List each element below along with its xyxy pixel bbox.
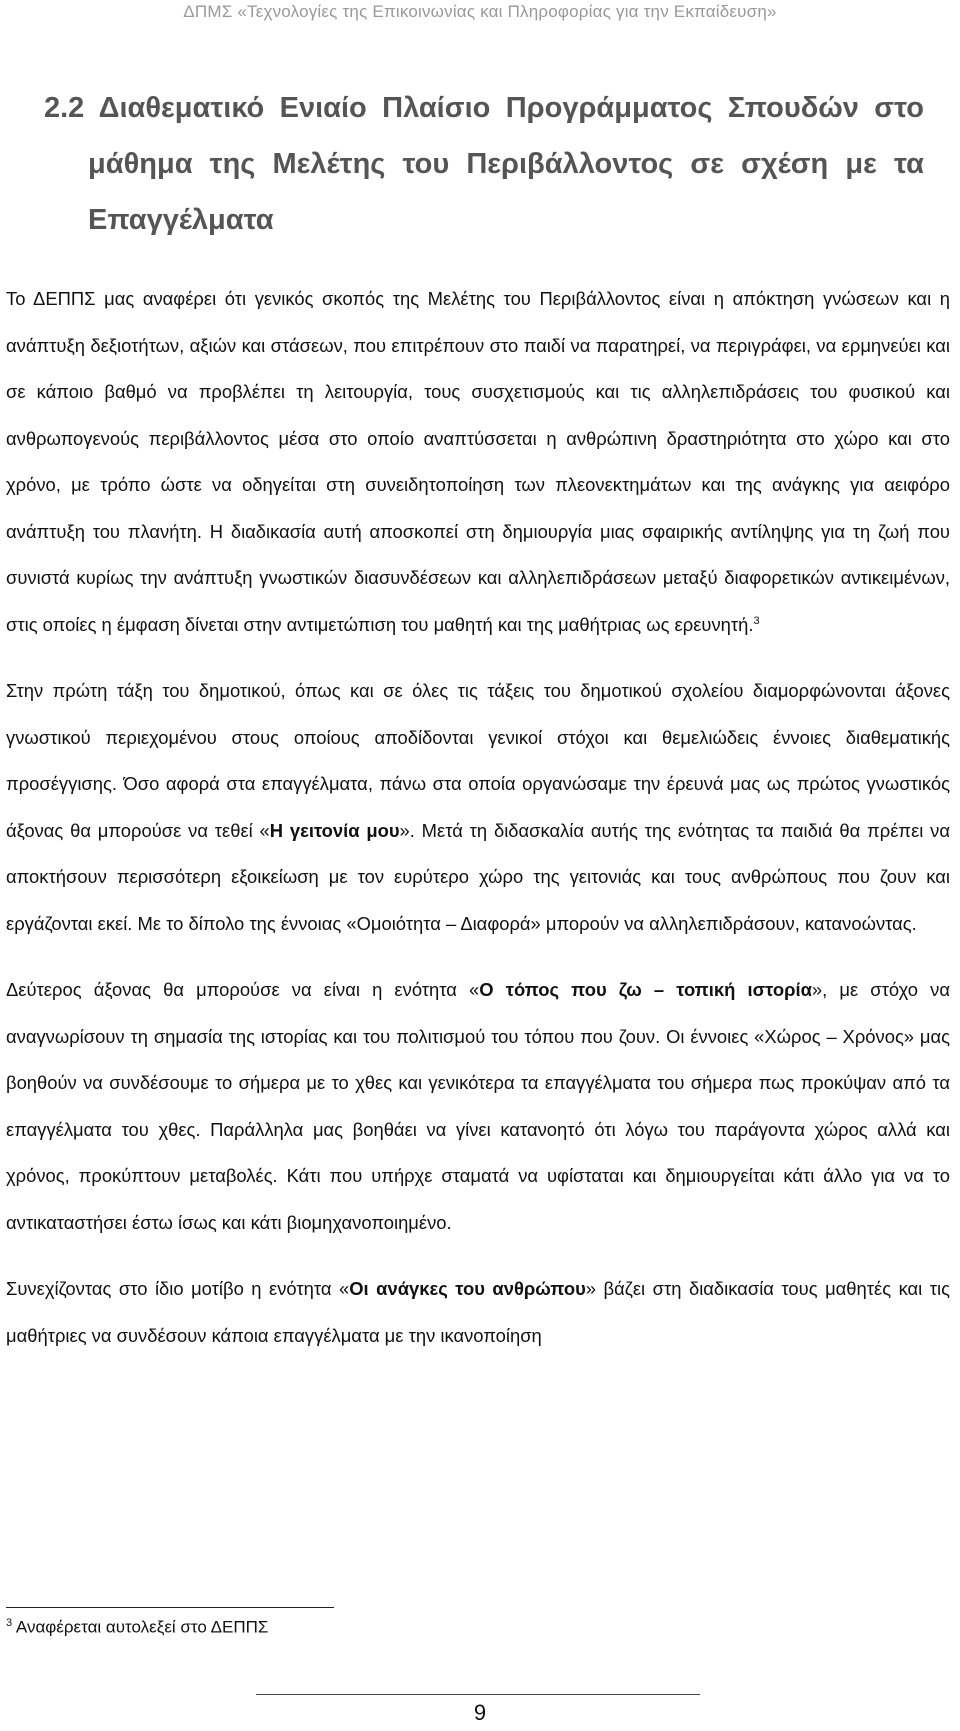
footnote-separator [6,1607,334,1608]
paragraph-1 [6,276,950,648]
footnote-text: Αναφέρεται αυτολεξεί στο ΔΕΠΠΣ [15,1617,269,1637]
paragraph-4 [6,1266,950,1359]
paragraph-2-text-b: ». Μετά τη διδασκαλία αυτής της ενότητας τα παιδιά θα πρέπει να αποκτήσουν περισσότερη εξοικείωση με τον ευρύτερο χώρο της γειτονιάς και τους ανθρώπους που ζουν και εργάζονται εκεί. Με το δίπολο της έννοιας «Ομοιότητα – Διαφορά» μπορούν να αλληλεπιδράσουν, κατανοώντας. [6,819,951,934]
section-title-line-3: Επαγγέλματα [88,204,274,236]
section-title-line-1: 2.2 Διαθεματικό Ενιαίο Πλαίσιο Προγράμματος Σπουδών στο [44,92,924,124]
footnote-reference: 3 [753,614,760,627]
paragraph-4-text-a: Συνεχίζοντας στο ίδιο μοτίβο η ενότητα « [6,1278,350,1299]
footnote [6,1617,268,1638]
paragraph-3 [6,967,950,1246]
paragraph-4-text-b: » βάζει στη διαδικασία τους μαθητές και τις μαθήτριες να συνδέσουν κάποια επαγγέλματα με την ικανοποίηση [6,1278,950,1346]
paragraph-3-emphasis: Ο τόπος που ζω – τοπική ιστορία [479,979,812,1000]
paragraph-3-text-a: Δεύτερος άξονας θα μπορούσε να είναι η ενότητα « [6,979,480,1000]
paragraph-2-text-a: Στην πρώτη τάξη του δημοτικού, όπως και σε όλες τις τάξεις του δημοτικού σχολείου διαμορφώνονται άξονες γνωστικού περιεχομένου στους οποίους αποδίδονται γενικοί στόχοι και θεμελιώδεις έννοιες διαθεματικής προσέγγισης. Όσο αφορά στα επαγγέλματα, πάνω στα οποία οργανώσαμε την έρευνά μας ως πρώτος γνωστικός άξονας θα μπορούσε να τεθεί « [6,680,950,841]
section-title-line-2: μάθημα της Μελέτης του Περιβάλλοντος σε σχέση με τα [88,148,924,180]
footnote-number: 3 [6,1617,13,1629]
section-title [44,80,924,248]
paragraph-2 [6,668,950,947]
paragraph-3-text-b: », με στόχο να αναγνωρίσουν τη σημασία της ιστορίας και του πολιτισμού του τόπου που ζουν. Οι έννοιες «Χώρος – Χρόνος» μας βοηθούν να συνδέσουμε το σήμερα με το χθες και γενικότερα τα επαγγέλματα του σήμερα πως προκύψαν από τα επαγγέλματα του χθες. Παράλληλα μας βοηθάει να γίνει κατανοητό ότι λόγω του παράγοντα χώρος αλλά και χρόνος, προκύπτουν μεταβολές. Κάτι που υπήρχε σταματά να υφίσταται και δημιουργείται κάτι άλλο για να το αντικαταστήσει έστω ίσως και κάτι βιομηχανοποιημένο. [6,979,950,1233]
running-header: ΔΠΜΣ «Τεχνολογίες της Επικοινωνίας και Πληροφορίας για την Εκπαίδευση» [183,2,777,21]
page-footer-rule [256,1694,700,1695]
paragraph-4-emphasis: Οι ανάγκες του ανθρώπου [349,1278,586,1299]
body-text [6,276,950,1359]
paragraph-2-emphasis: Η γειτονία μου [269,819,400,841]
paragraph-1-text: Το ΔΕΠΠΣ μας αναφέρει ότι γενικός σκοπός της Μελέτης του Περιβάλλοντος είναι η απόκτηση γνώσεων και η ανάπτυξη δεξιοτήτων, αξιών και στάσεων, που επιτρέπουν στο παιδί να παρατηρεί, να περιγράφει, να ερμηνεύει και σε κάποιο βαθμό να προβλέπει τη λειτουργία, τους συσχετισμούς και τις αλληλεπιδράσεις του φυσικού και ανθρωπογενούς περιβάλλοντος μέσα στο οποίο αναπτύσσεται η ανθρώπινη δραστηριότητα στο χώρο και στο χρόνο, με τρόπο ώστε να οδηγείται στη συνειδητοποίηση των πλεονεκτημάτων και της ανάγκης για αειφόρο ανάπτυξη του πλανήτη. Η διαδικασία αυτή αποσκοπεί στη δημιουργία μιας σφαιρικής αντίληψης για τη ζωή που συνιστά κυρίως την ανάπτυξη γνωστικών διασυνδέσεων και αλληλεπιδράσεων μεταξύ διαφορετικών αντικειμένων, στις οποίες η έμφαση δίνεται στην αντιμετώπιση του μαθητή και της μαθήτριας ως ερευνητή. [6,288,950,635]
page-number: 9 [473,1700,487,1725]
